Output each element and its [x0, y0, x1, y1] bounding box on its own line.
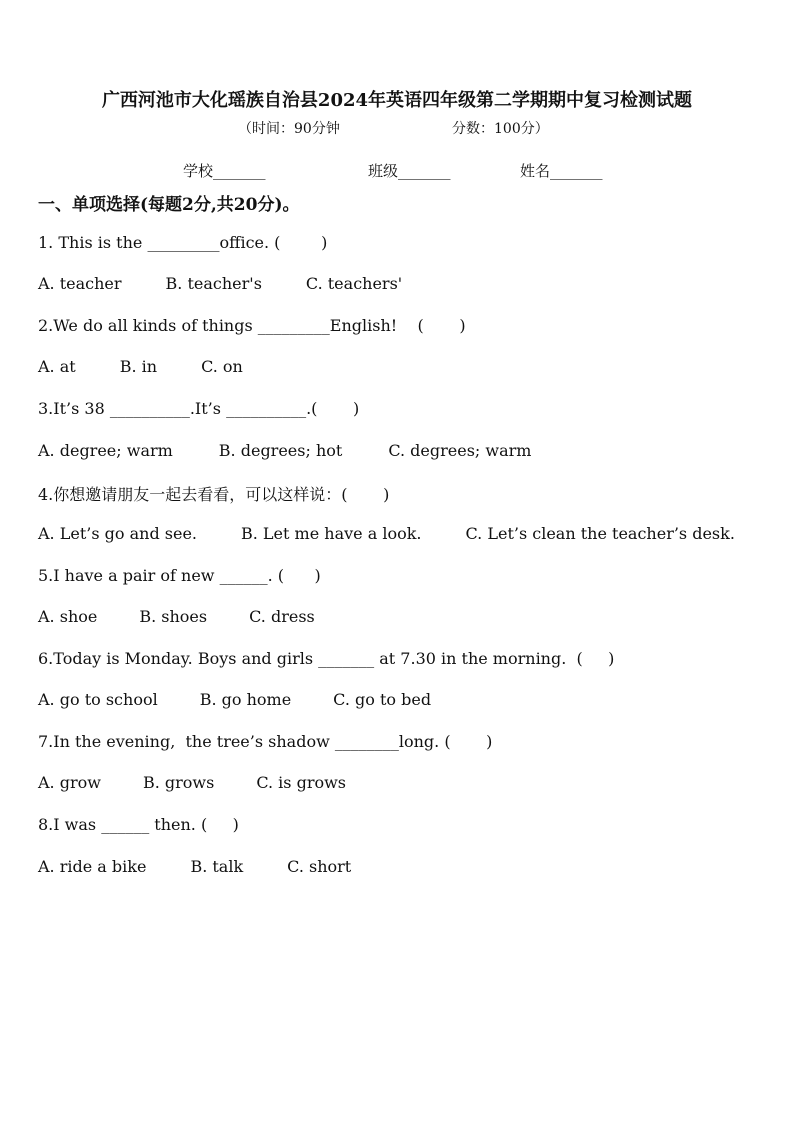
- question-3: 3.It’s 38 __________.It’s __________.( ): [38, 399, 360, 418]
- question-4: 4.你想邀请朋友一起去看看，可以这样说：( ): [38, 485, 390, 504]
- option: A. degree; warm: [38, 441, 173, 460]
- question-1-options: [38, 274, 442, 293]
- option: C. go to bed: [333, 690, 432, 709]
- name-field: 姓名_______: [520, 162, 603, 180]
- exam-title: 广西河池市大化瑶族自治县2024年英语四年级第二学期期中复习检测试题: [101, 90, 693, 111]
- question-1: 1. This is the _________office. ( ): [38, 233, 328, 252]
- exam-time: （时间：90分钟: [238, 121, 340, 137]
- option: B. shoes: [139, 607, 208, 626]
- question-6: 6.Today is Monday. Boys and girls _______ at 7.30 in the morning. ( ): [38, 649, 615, 668]
- question-7-options: [38, 773, 386, 792]
- question-2-options: [38, 357, 283, 376]
- section-title: 一、单项选择(每题2分,共20分)。: [38, 195, 300, 215]
- class-field: 班级_______: [368, 162, 451, 180]
- exam-score: 分数：100分）: [452, 121, 549, 137]
- question-7: 7.In the evening, the tree’s shadow ________long. ( ): [38, 732, 493, 751]
- option: A. go to school: [38, 690, 158, 709]
- option: C. dress: [249, 607, 315, 626]
- option: A. Let’s go and see.: [38, 524, 197, 543]
- option: A. ride a bike: [38, 857, 147, 876]
- school-field: 学校_______: [183, 162, 266, 180]
- question-2: 2.We do all kinds of things _________English! ( ): [38, 316, 466, 335]
- option: B. grows: [142, 773, 215, 792]
- option: B. teacher's: [165, 274, 262, 293]
- option: B. degrees; hot: [218, 441, 343, 460]
- option: C. Let’s clean the teacher’s desk.: [465, 524, 735, 543]
- question-3-options: [38, 441, 571, 460]
- option: C. short: [287, 857, 352, 876]
- option: C. on: [201, 357, 243, 376]
- question-6-options: [38, 690, 471, 709]
- option: B. talk: [190, 857, 244, 876]
- option: C. degrees; warm: [388, 441, 532, 460]
- option: A. at: [38, 357, 76, 376]
- question-8: 8.I was ______ then. ( ): [38, 815, 239, 834]
- option: A. shoe: [38, 607, 98, 626]
- question-5: 5.I have a pair of new ______. ( ): [38, 566, 321, 585]
- option: B. go home: [199, 690, 292, 709]
- option: C. teachers': [305, 274, 403, 293]
- option: B. in: [119, 357, 158, 376]
- option: A. grow: [38, 773, 101, 792]
- option: C. is grows: [256, 773, 346, 792]
- question-8-options: [38, 857, 391, 876]
- question-4-options: [38, 524, 775, 543]
- option: B. Let me have a look.: [241, 524, 422, 543]
- question-5-options: [38, 607, 355, 626]
- option: A. teacher: [38, 274, 122, 293]
